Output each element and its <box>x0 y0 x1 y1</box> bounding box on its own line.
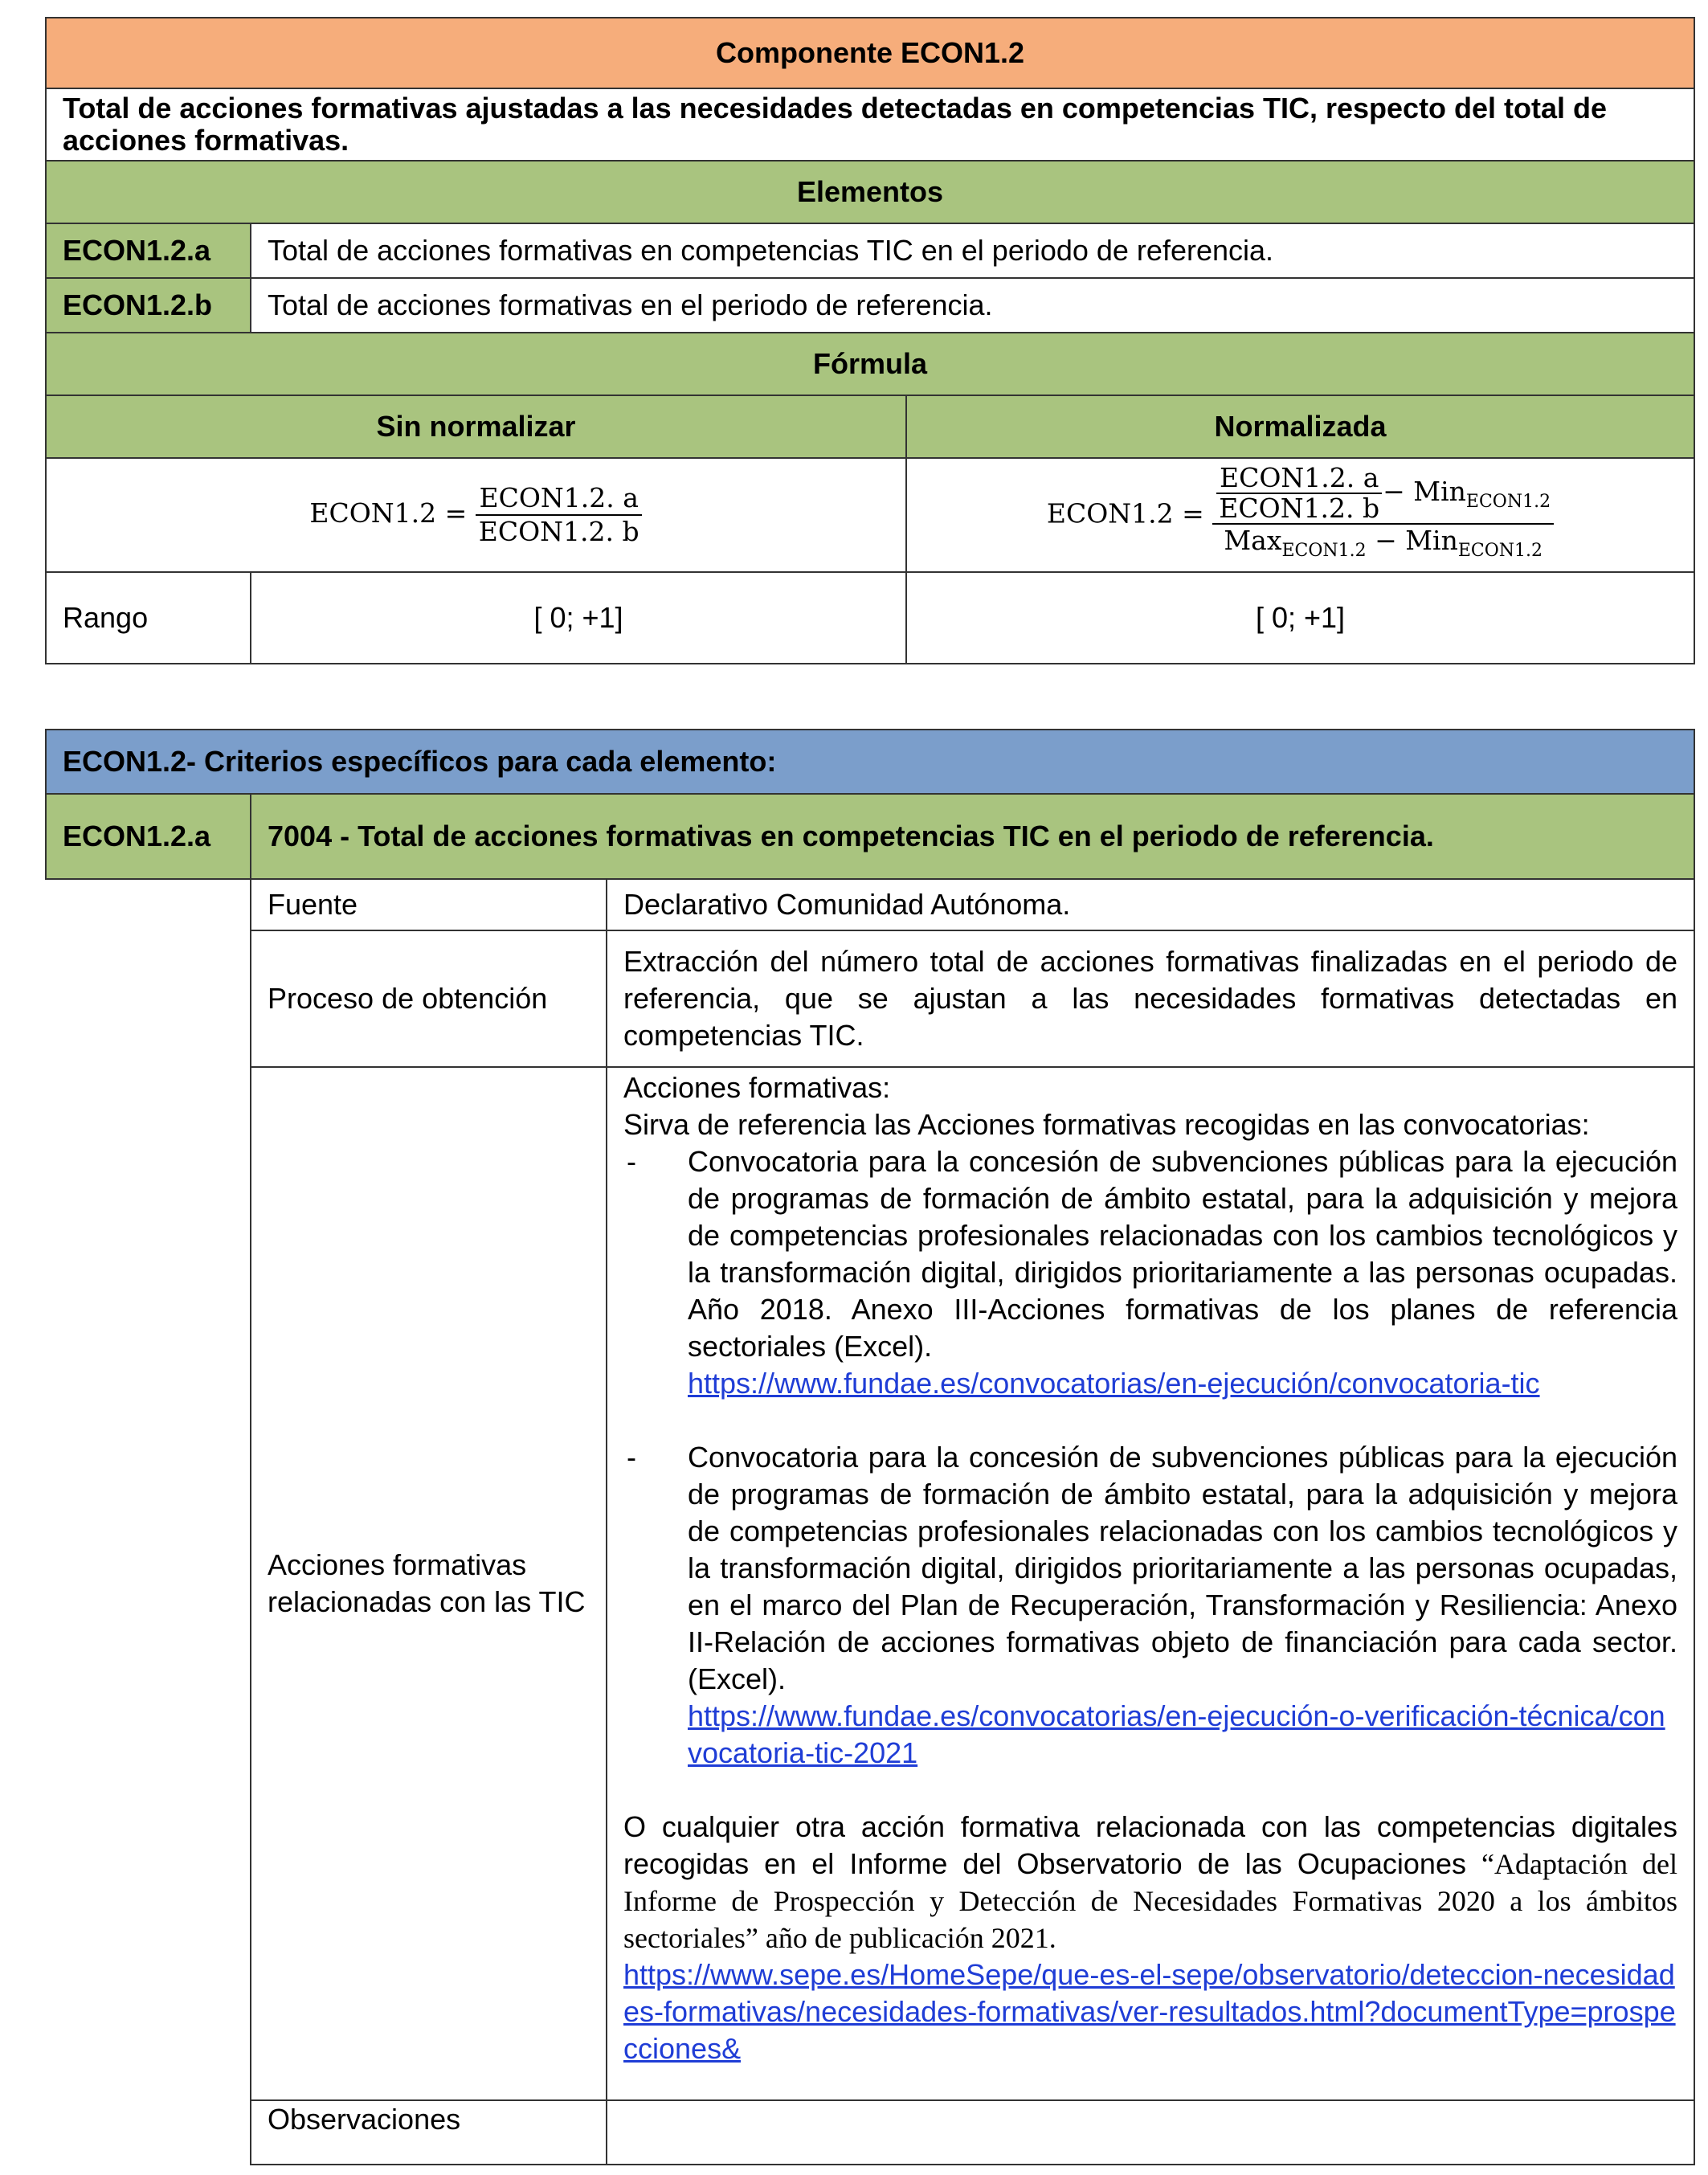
formula-denominator <box>1220 525 1546 567</box>
fundae-2021-link[interactable]: https://www.fundae.es/convocatorias/en-ejecución-o-verificación-técnica/convocatoria-tic-2021 <box>688 1699 1665 1769</box>
sepe-link[interactable]: https://www.sepe.es/HomeSepe/que-es-el-sepe/observatorio/deteccion-necesidades-formativas/necesidades-formativas/ver-resultados.html?documentType=prospecciones& <box>623 1958 1676 2065</box>
max-label: Max <box>1224 524 1282 556</box>
criteria-table <box>45 729 1695 2165</box>
criteria-element-title: 7004 - Total de acciones formativas en competencias TIC en el periodo de referencia. <box>251 794 1694 879</box>
observaciones-label: Observaciones <box>251 2100 607 2165</box>
max-subscript: ECON1.2 <box>1281 540 1367 561</box>
other-actions-text-b: “Adaptación del Informe de Prospección y Detección de Necesidades Formativas 2020 a los ámbitos sectoriales” año de publicación 2021. <box>623 1848 1677 1954</box>
col-normalizada: Normalizada <box>906 395 1694 458</box>
list-dash: - <box>627 1441 636 1474</box>
fundae-2018-link[interactable]: https://www.fundae.es/convocatorias/en-ejecución/convocatoria-tic <box>688 1367 1540 1400</box>
formula-sin-normalizar <box>46 458 906 572</box>
formula-fraction <box>476 482 643 548</box>
element-code: ECON1.2.b <box>46 278 251 333</box>
formula-lhs: ECON1.2 = <box>309 497 468 529</box>
min-subscript: ECON1.2 <box>1465 491 1551 512</box>
range-label: Rango <box>46 572 251 664</box>
acciones-value <box>607 1067 1694 2100</box>
acciones-label: Acciones formativas relacionadas con las TIC <box>251 1067 607 2100</box>
proceso-value: Extracción del número total de acciones formativas finalizadas en el periodo de referencia, que se ajustan a las necesidades formativas detectadas en competencias TIC. <box>607 930 1694 1067</box>
formula-lhs: ECON1.2 = <box>1046 497 1204 529</box>
other-actions-text <box>623 1809 1677 1956</box>
list-dash: - <box>627 1145 636 1178</box>
fuente-label: Fuente <box>251 879 607 930</box>
list-item-text: Convocatoria para la concesión de subvenciones públicas para la ejecución de programas de formación de ámbito estatal, para la adquisición y mejora de competencias profesionales relacionadas con los cambios tecnológicos y la transformación digital, dirigidos prioritariamente a las personas ocupadas, en el marco del Plan de Recuperación, Transformación y Resiliencia: Anexo II-Relación de acciones formativas objeto de financiación para cada sector. (Excel). <box>688 1441 1677 1695</box>
acciones-intro: Acciones formativas: <box>623 1071 891 1104</box>
range-sin-normalizar: [ 0; +1] <box>251 572 906 664</box>
formula-numerator <box>1212 461 1554 525</box>
component-header: Componente ECON1.2 <box>46 18 1694 88</box>
inner-denominator: ECON1.2. b <box>1219 492 1380 524</box>
element-text: Total de acciones formativas en el periodo de referencia. <box>251 278 1694 333</box>
min-label: − Min <box>1366 524 1458 556</box>
formula-header: Fórmula <box>46 333 1694 395</box>
observaciones-value <box>607 2100 1694 2165</box>
fuente-value: Declarativo Comunidad Autónoma. <box>607 879 1694 930</box>
list-item <box>623 1439 1677 1772</box>
inner-numerator: ECON1.2. a <box>1216 464 1382 494</box>
formula-denominator: ECON1.2. b <box>478 516 639 547</box>
minus-min: − Min <box>1383 475 1466 507</box>
other-actions-text-a: O cualquier otra acción formativa relacionada con las competencias digitales recogidas en el Informe del Observatorio de las Ocupaciones <box>623 1810 1677 1880</box>
range-normalizada: [ 0; +1] <box>906 572 1694 664</box>
formula-numerator: ECON1.2. a <box>476 482 641 516</box>
criteria-header: ECON1.2- Criterios específicos para cada elemento: <box>46 730 1694 794</box>
elements-header: Elementos <box>46 161 1694 223</box>
criteria-element-code: ECON1.2.a <box>46 794 251 879</box>
list-item-text: Convocatoria para la concesión de subvenciones públicas para la ejecución de programas de formación de ámbito estatal, para la adquisición y mejora de competencias profesionales relacionadas con los cambios tecnológicos y la transformación digital, dirigidos prioritariamente a las personas ocupadas. Año 2018. Anexo III-Acciones formativas de los planes de referencia sectoriales (Excel). <box>688 1145 1677 1363</box>
element-text: Total de acciones formativas en competencias TIC en el periodo de referencia. <box>251 223 1694 278</box>
indent-spacer <box>46 879 251 2165</box>
component-table <box>45 17 1695 664</box>
col-sin-normalizar: Sin normalizar <box>46 395 906 458</box>
min-subscript: ECON1.2 <box>1457 540 1543 561</box>
proceso-label: Proceso de obtención <box>251 930 607 1067</box>
inner-fraction <box>1216 461 1383 524</box>
element-code: ECON1.2.a <box>46 223 251 278</box>
acciones-intro: Sirva de referencia las Acciones formativas recogidas en las convocatorias: <box>623 1108 1590 1141</box>
formula-normalizada <box>906 458 1694 572</box>
list-item <box>623 1143 1677 1402</box>
formula-fraction <box>1212 461 1554 567</box>
component-description: Total de acciones formativas ajustadas a las necesidades detectadas en competencias TIC, respecto del total de acciones formativas. <box>46 88 1694 161</box>
